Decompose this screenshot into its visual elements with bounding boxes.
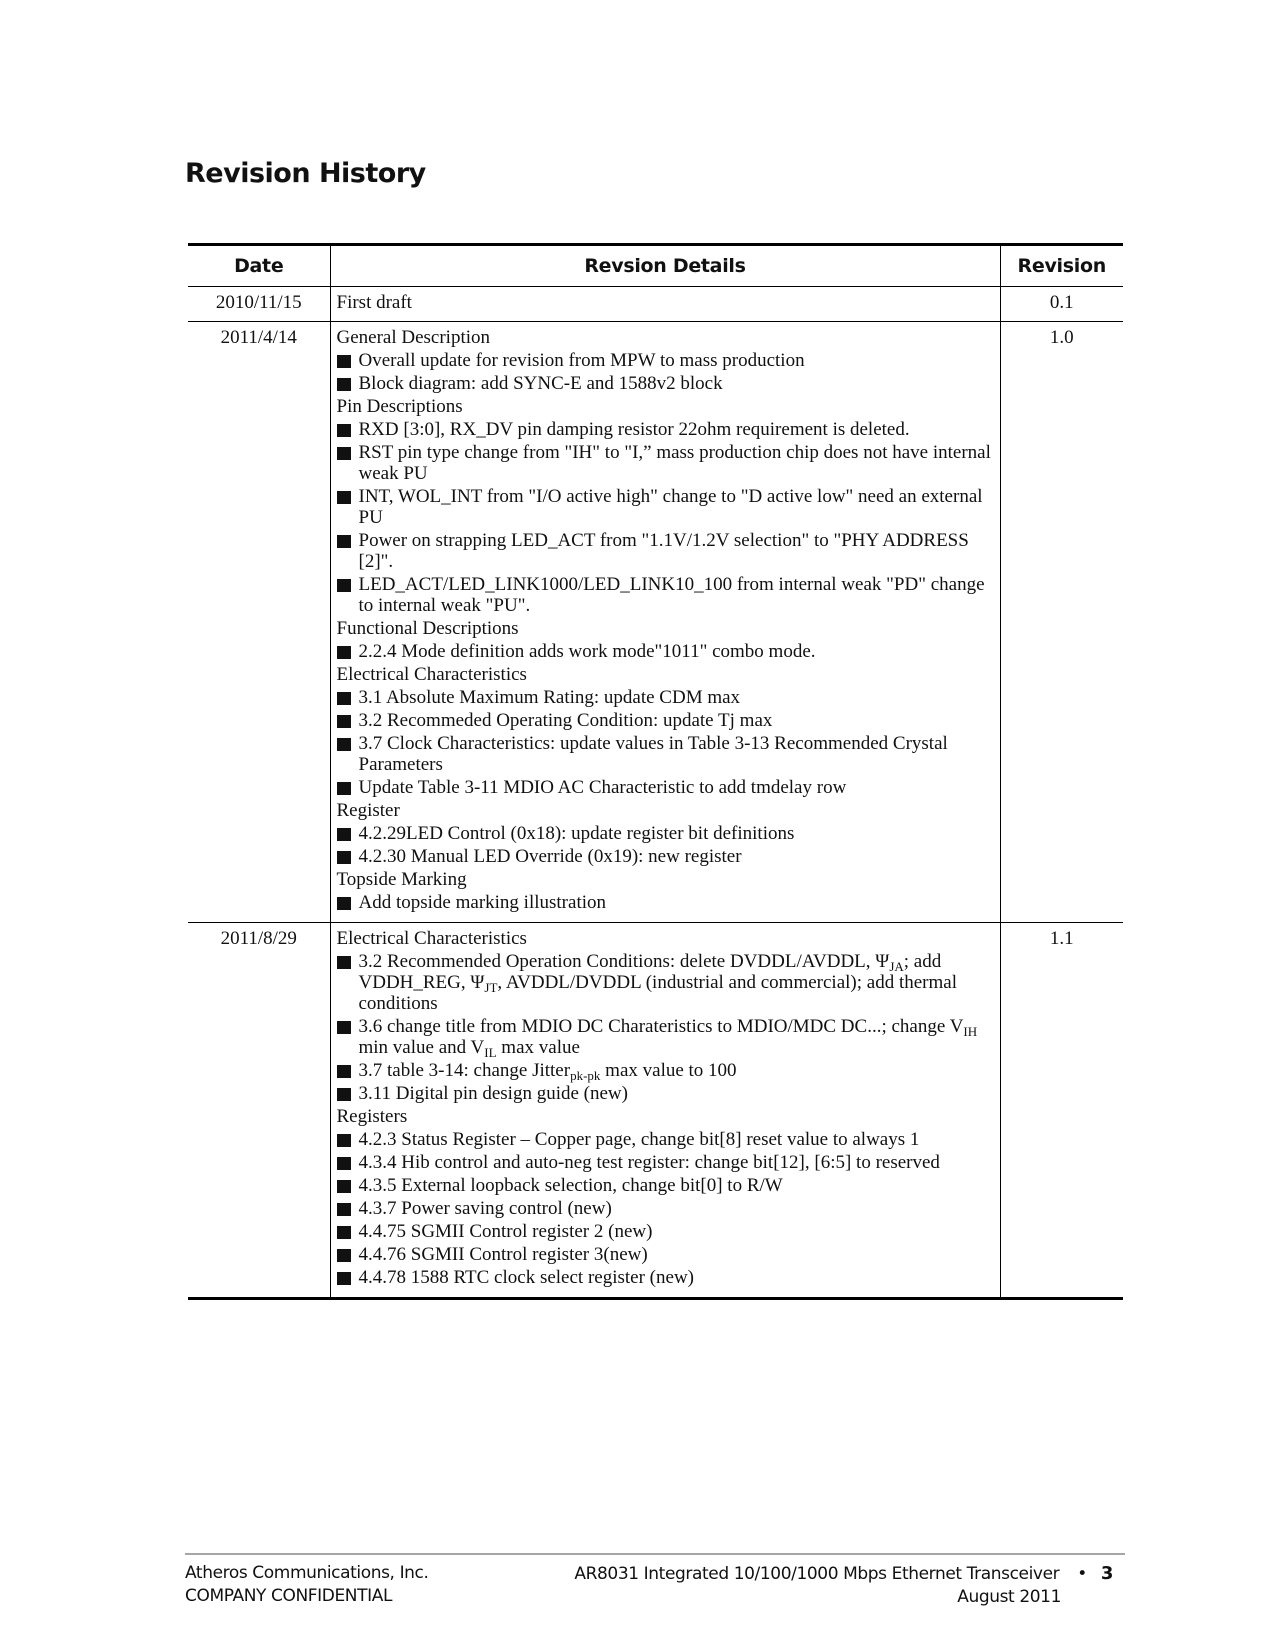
bullet-item — [337, 641, 994, 662]
square-bullet-icon — [337, 378, 351, 391]
section-heading: Register — [336, 800, 400, 821]
table-row — [188, 287, 1123, 322]
square-bullet-icon — [337, 851, 351, 864]
bullet-text: 3.2 Recommended Operation Conditions: delete DVDDL/AVDDL, Ψ — [358, 951, 890, 972]
bullet-item — [337, 823, 994, 844]
square-bullet-icon — [337, 579, 351, 592]
cell-date: 2011/8/29 — [220, 928, 297, 949]
bullet-text: max value to 100 — [600, 1060, 737, 1081]
bullet-item — [337, 373, 994, 394]
square-bullet-icon — [337, 897, 351, 910]
revision-history-table — [188, 243, 1123, 1300]
bullet-text: max value — [496, 1037, 580, 1058]
bullet-item — [337, 733, 994, 775]
bullet-text: Power on strapping LED_ACT from "1.1V/1.2V selection" to "PHY ADDRESS [2]". — [358, 530, 969, 572]
subscript: IL — [484, 1045, 497, 1060]
bullet-item — [337, 687, 994, 708]
bullet-text: min value and V — [358, 1037, 485, 1058]
square-bullet-icon — [337, 1157, 351, 1170]
bullet-text: , AVDDL/DVDDL (industrial and commercial); add thermal conditions — [358, 972, 957, 1014]
square-bullet-icon — [337, 1272, 351, 1285]
footer-product-title: AR8031 Integrated 10/100/1000 Mbps Ethernet Transceiver — [574, 1564, 1060, 1584]
section-heading: Electrical Characteristics — [336, 664, 527, 685]
section-heading: Topside Marking — [336, 869, 467, 890]
bullet-separator-icon: • — [1077, 1564, 1087, 1584]
column-header-details: Revsion Details — [330, 245, 1000, 287]
bullet-text: 3.1 Absolute Maximum Rating: update CDM max — [358, 687, 741, 708]
square-bullet-icon — [337, 1180, 351, 1193]
column-header-revision: Revision — [1000, 245, 1123, 287]
bullet-item — [337, 951, 994, 1014]
bullet-text: 4.4.76 SGMII Control register 3(new) — [358, 1244, 648, 1265]
footer-left — [185, 1562, 429, 1608]
column-header-date: Date — [234, 255, 284, 277]
bullet-item — [337, 1129, 994, 1150]
bullet-text: Add topside marking illustration — [358, 892, 607, 913]
bullet-item — [337, 892, 994, 913]
subscript: pk-pk — [570, 1068, 601, 1083]
square-bullet-icon — [337, 782, 351, 795]
bullet-item — [337, 1175, 994, 1196]
bullet-item — [337, 486, 994, 528]
section-heading: First draft — [336, 292, 412, 313]
cell-revision: 1.1 — [1000, 923, 1123, 1299]
footer-confidential: COMPANY CONFIDENTIAL — [185, 1586, 393, 1606]
table-row — [188, 322, 1123, 923]
bullet-text: ; add VDDH_REG, Ψ — [358, 951, 942, 993]
bullet-text: RST pin type change from "IH" to "I,” mass production chip does not have internal weak PU — [358, 442, 991, 484]
bullet-text: 3.6 change title from MDIO DC Charateristics to MDIO/MDC DC...; change V — [358, 1016, 964, 1037]
square-bullet-icon — [337, 447, 351, 460]
bullet-text: 4.4.75 SGMII Control register 2 (new) — [358, 1221, 653, 1242]
bullet-text: 3.11 Digital pin design guide (new) — [358, 1083, 628, 1104]
bullet-item — [337, 1244, 994, 1265]
square-bullet-icon — [337, 692, 351, 705]
bullet-text: 3.2 Recommeded Operating Condition: update Tj max — [358, 710, 773, 731]
subscript: JT — [484, 980, 498, 995]
page-title: Revision History — [185, 158, 426, 189]
cell-date: 2011/4/14 — [220, 327, 297, 348]
square-bullet-icon — [337, 1088, 351, 1101]
section-heading: Functional Descriptions — [336, 618, 519, 639]
section-heading: General Description — [336, 327, 491, 348]
square-bullet-icon — [337, 535, 351, 548]
bullet-text: 4.3.7 Power saving control (new) — [358, 1198, 612, 1219]
section-heading: Pin Descriptions — [336, 396, 463, 417]
table-header-row — [188, 245, 1123, 287]
bullet-item — [337, 846, 994, 867]
bullet-item — [337, 710, 994, 731]
bullet-item — [337, 442, 994, 484]
page-number: 3 — [1100, 1563, 1113, 1584]
square-bullet-icon — [337, 1134, 351, 1147]
footer-divider — [185, 1553, 1125, 1555]
bullet-item — [337, 1060, 994, 1081]
subscript: JA — [889, 959, 904, 974]
square-bullet-icon — [337, 828, 351, 841]
square-bullet-icon — [337, 1249, 351, 1262]
bullet-text: 3.7 Clock Characteristics: update values in Table 3-13 Recommended Crystal Parameters — [358, 733, 948, 775]
square-bullet-icon — [337, 1065, 351, 1078]
bullet-item — [337, 1083, 994, 1104]
bullet-item — [337, 530, 994, 572]
bullet-text: LED_ACT/LED_LINK1000/LED_LINK10_100 from internal weak "PD" change to internal weak "PU". — [358, 574, 985, 616]
table-row — [188, 923, 1123, 1299]
section-heading: Electrical Characteristics — [336, 928, 527, 949]
bullet-item — [337, 777, 994, 798]
bullet-item — [337, 1221, 994, 1242]
table-body — [188, 287, 1123, 1299]
cell-details — [330, 287, 1000, 322]
square-bullet-icon — [337, 1203, 351, 1216]
square-bullet-icon — [337, 491, 351, 504]
bullet-text: 4.3.5 External loopback selection, change bit[0] to R/W — [358, 1175, 783, 1196]
bullet-text: INT, WOL_INT from "I/O active high" change to "D active low" need an external PU — [358, 486, 983, 528]
cell-revision: 0.1 — [1000, 287, 1123, 322]
bullet-text: Update Table 3-11 MDIO AC Characteristic to add tmdelay row — [358, 777, 847, 798]
bullet-item — [337, 350, 994, 371]
bullet-item — [337, 574, 994, 616]
bullet-item — [337, 1016, 994, 1058]
bullet-item — [337, 1152, 994, 1173]
cell-revision: 1.0 — [1000, 322, 1123, 923]
square-bullet-icon — [337, 956, 351, 969]
square-bullet-icon — [337, 424, 351, 437]
footer-date: August 2011 — [957, 1587, 1061, 1607]
footer-right — [574, 1562, 1113, 1609]
square-bullet-icon — [337, 646, 351, 659]
bullet-text: Overall update for revision from MPW to mass production — [358, 350, 805, 371]
bullet-item — [337, 1198, 994, 1219]
square-bullet-icon — [337, 715, 351, 728]
bullet-text: 4.2.30 Manual LED Override (0x19): new register — [358, 846, 742, 867]
cell-details — [330, 923, 1000, 1299]
bullet-item — [337, 419, 994, 440]
section-heading: Registers — [336, 1106, 408, 1127]
bullet-text: 3.7 table 3-14: change Jitter — [358, 1060, 571, 1081]
bullet-text: 4.3.4 Hib control and auto-neg test register: change bit[12], [6:5] to reserved — [358, 1152, 940, 1173]
bullet-item — [337, 1267, 994, 1288]
cell-details — [330, 322, 1000, 923]
subscript: IH — [963, 1024, 978, 1039]
footer-company: Atheros Communications, Inc. — [185, 1563, 429, 1583]
square-bullet-icon — [337, 738, 351, 751]
cell-date: 2010/11/15 — [215, 292, 302, 313]
bullet-text: 4.2.3 Status Register – Copper page, change bit[8] reset value to always 1 — [358, 1129, 920, 1150]
bullet-text: RXD [3:0], RX_DV pin damping resistor 22ohm requirement is deleted. — [358, 419, 910, 440]
square-bullet-icon — [337, 1226, 351, 1239]
square-bullet-icon — [337, 1021, 351, 1034]
bullet-text: 4.2.29LED Control (0x18): update register bit definitions — [358, 823, 795, 844]
bullet-text: Block diagram: add SYNC-E and 1588v2 block — [358, 373, 723, 394]
square-bullet-icon — [337, 355, 351, 368]
bullet-text: 2.2.4 Mode definition adds work mode"1011" combo mode. — [358, 641, 816, 662]
bullet-text: 4.4.78 1588 RTC clock select register (new) — [358, 1267, 694, 1288]
